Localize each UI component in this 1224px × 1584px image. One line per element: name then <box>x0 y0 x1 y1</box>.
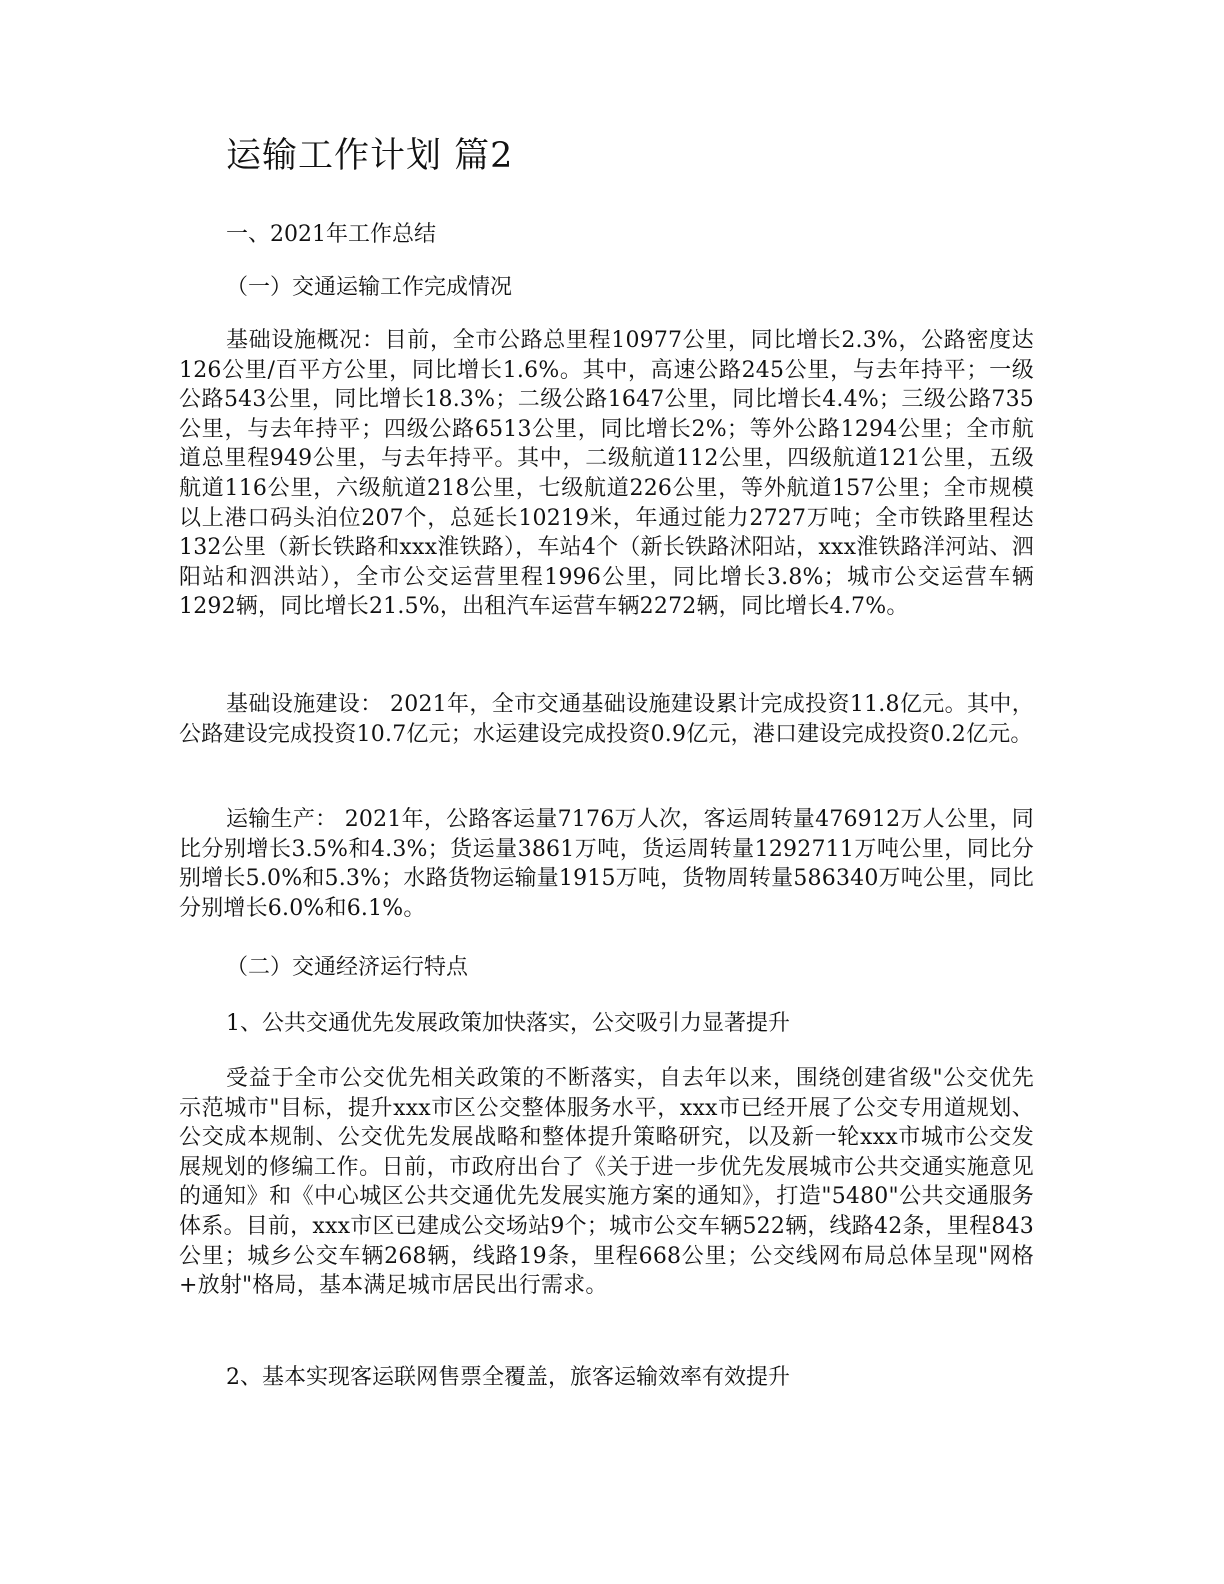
section-heading-summary: 一、2021年工作总结 <box>226 222 436 247</box>
paragraph-public-transit: 受益于全市公交优先相关政策的不断落实，自去年以来，围绕创建省级"公交优先示范城市"目标，提升xxx市区公交整体服务水平，xxx市已经开展了公交专用道规划、公交成本规制、公交优先发展战略和整体提升策略研究，以及新一轮xxx市城市公交发展规划的修编工作。日前，市政府出台了《关于进一步优先发展城市公共交通实施意见的通知》和《中心城区公共交通优先发展实施方案的通知》，打造"5480"公共交通服务体系。目前，xxx市区已建成公交场站9个；城市公交车辆522辆，线路42条，里程843公里；城乡公交车辆268辆，线路19条，里程668公里；公交线网布局总体呈现"网格+放射"格局，基本满足城市居民出行需求。 <box>179 1066 1034 1299</box>
paragraph-transport-production: 运输生产： 2021年，公路客运量7176万人次，客运周转量476912万人公里，同比分别增长3.5%和4.3%；货运量3861万吨，货运周转量1292711万吨公里，同比分别增长5.0%和5.3%；水路货物运输量1915万吨，货物周转量586340万吨公里，同比分别增长6.0%和6.1%。 <box>179 807 1034 921</box>
point-heading-ticketing: 2、基本实现客运联网售票全覆盖，旅客运输效率有效提升 <box>226 1365 790 1390</box>
point-heading-public-transit: 1、公共交通优先发展政策加快落实，公交吸引力显著提升 <box>226 1011 790 1036</box>
subsection-heading-characteristics: （二）交通经济运行特点 <box>226 955 469 980</box>
paragraph-infrastructure-overview: 基础设施概况：目前，全市公路总里程10977公里，同比增长2.3%，公路密度达126公里/百平方公里，同比增长1.6%。其中，高速公路245公里，与去年持平；一级公路543公里，同比增长18.3%；二级公路1647公里，同比增长4.4%；三级公路735公里，与去年持平；四级公路6513公里，同比增长2%；等外公路1294公里；全市航道总里程949公里，与去年持平。其中，二级航道112公里，四级航道121公里，五级航道116公里，六级航道218公里，七级航道226公里，等外航道157公里；全市规模以上港口码头泊位207个，总延长10219米，年通过能力2727万吨；全市铁路里程达132公里（新长铁路和xxx淮铁路），车站4个（新长铁路沭阳站，xxx淮铁路洋河站、泗阳站和泗洪站），全市公交运营里程1996公里，同比增长3.8%；城市公交运营车辆1292辆，同比增长21.5%，出租汽车运营车辆2272辆，同比增长4.7%。 <box>179 328 1034 620</box>
document-title: 运输工作计划 篇2 <box>226 136 514 176</box>
subsection-heading-completion: （一）交通运输工作完成情况 <box>226 275 513 300</box>
paragraph-infrastructure-construction: 基础设施建设： 2021年，全市交通基础设施建设累计完成投资11.8亿元。其中，公路建设完成投资10.7亿元；水运建设完成投资0.9亿元，港口建设完成投资0.2亿元。 <box>179 692 1034 747</box>
